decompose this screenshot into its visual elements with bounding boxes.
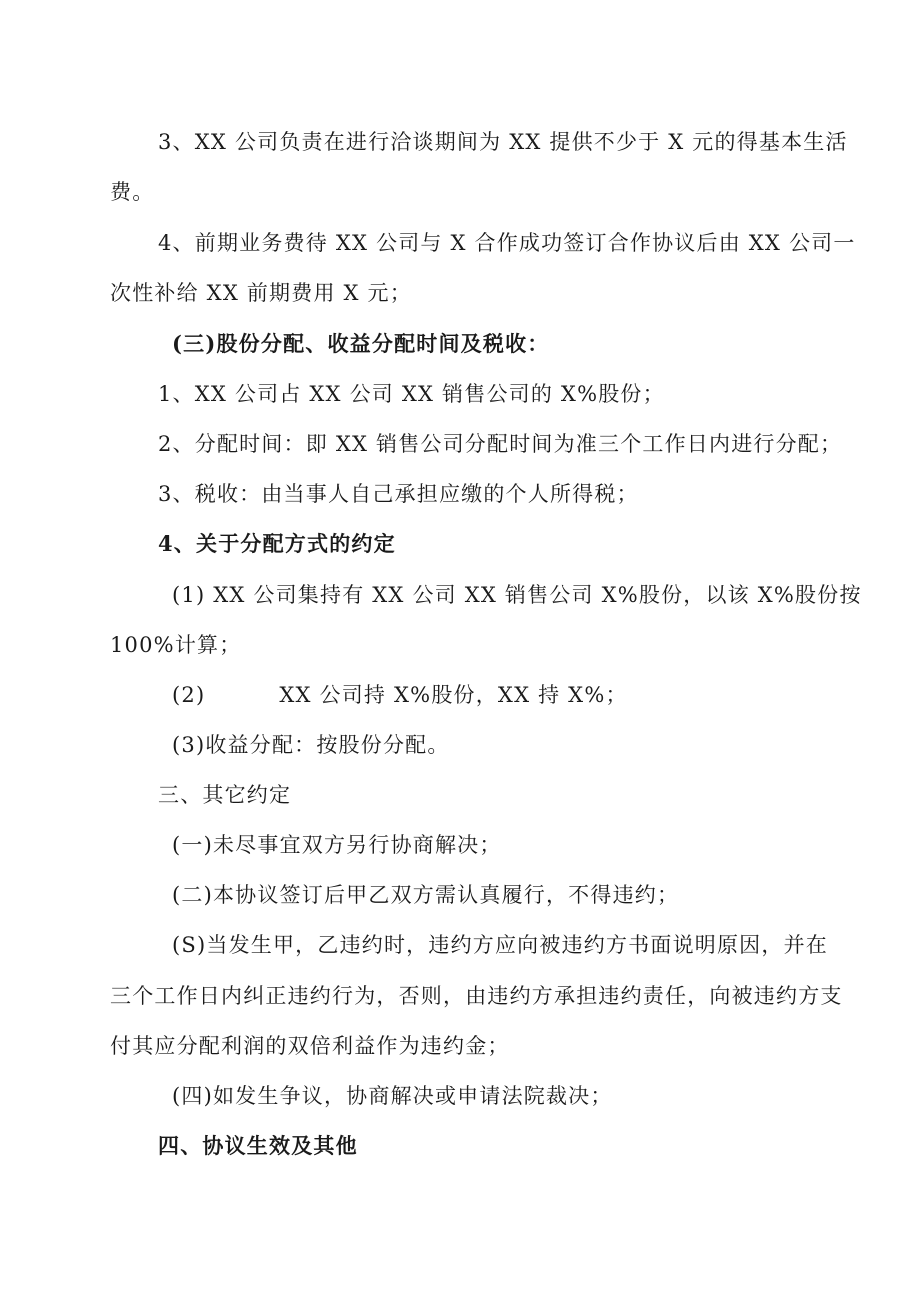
list-item-4-heading: 4、关于分配方式的约定 (158, 531, 396, 556)
part-3-heading: 三、其它约定 (158, 783, 292, 807)
sub-item-1-line-2: 100%计算； (110, 633, 242, 657)
sub-item-2-text: XX 公司持 X%股份，XX 持 X%； (279, 683, 628, 707)
section-3-heading: (三)股份分配、收益分配时间及税收： (172, 331, 550, 356)
other-item-1: (一)未尽事宜双方另行协商解决； (172, 833, 502, 857)
paragraph-3-line-1: 3、XX 公司负责在进行洽谈期间为 XX 提供不少于 X 元的得基本生活 (158, 130, 848, 154)
part-4-heading: 四、协议生效及其他 (158, 1133, 358, 1158)
sub-item-3: (3)收益分配：按股份分配。 (172, 733, 450, 757)
list-item-2: 2、分配时间：即 XX 销售公司分配时间为准三个工作日内进行分配； (158, 432, 843, 456)
sub-item-1-line-1: (1) XX 公司集持有 XX 公司 XX 销售公司 X%股份，以该 X%股份按 (172, 583, 862, 607)
other-item-3-line-1: (S)当发生甲，乙违约时，违约方应向被违约方书面说明原因，并在 (172, 933, 828, 957)
paragraph-4-line-1: 4、前期业务费待 XX 公司与 X 合作成功签订合作协议后由 XX 公司一 (158, 231, 856, 255)
list-item-1: 1、XX 公司占 XX 公司 XX 销售公司的 X%股份； (158, 382, 665, 406)
other-item-4: (四)如发生争议，协商解决或申请法院裁决； (172, 1084, 613, 1108)
sub-item-2-number: (2) (172, 683, 206, 707)
paragraph-4-line-2: 次性补给 XX 前期费用 X 元； (110, 281, 412, 305)
other-item-3-line-2: 三个工作日内纠正违约行为，否则，由违约方承担违约责任，向被违约方支 (110, 984, 843, 1008)
list-item-3: 3、税收：由当事人自己承担应缴的个人所得税； (158, 482, 639, 506)
other-item-3-line-3: 付其应分配利润的双倍利益作为违约金； (110, 1034, 510, 1058)
other-item-2: (二)本协议签订后甲乙双方需认真履行，不得违约； (172, 883, 680, 907)
paragraph-3-line-2: 费。 (110, 180, 155, 204)
sub-item-2 (172, 682, 628, 708)
